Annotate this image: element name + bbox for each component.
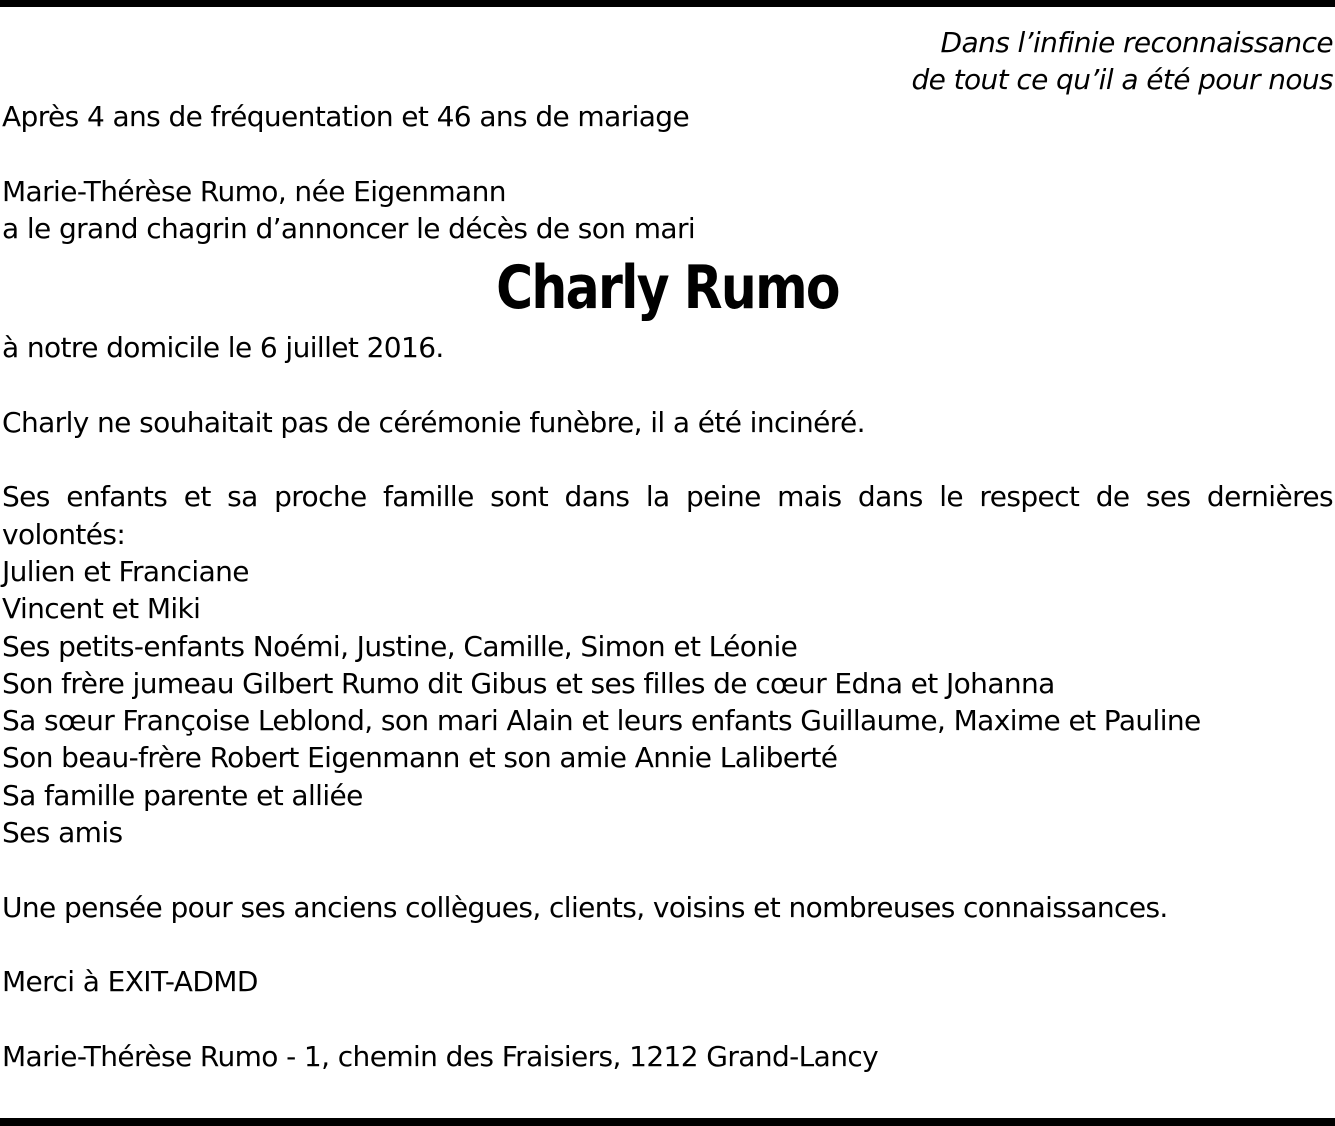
ceremony-note: Charly ne souhaitait pas de cérémonie funèbre, il a été incinéré. — [2, 405, 865, 439]
family-member: Son frère jumeau Gilbert Rumo dit Gibus et ses filles de cœur Edna et Johanna — [2, 666, 1055, 700]
family-member: Sa sœur Françoise Leblond, son mari Alain et leurs enfants Guillaume, Maxime et Pauline — [2, 704, 1201, 738]
announcer-line-1: Marie-Thérèse Rumo, née Eigenmann — [2, 174, 506, 208]
family-member: Vincent et Miki — [2, 592, 201, 626]
announcer-line-2: a le grand chagrin d’annoncer le décès de son mari — [2, 211, 696, 245]
family-member: Son beau-frère Robert Eigenmann et son amie Annie Laliberté — [2, 741, 838, 775]
thanks-text: Merci à EXIT-ADMD — [2, 965, 258, 999]
address-text: Marie-Thérèse Rumo - 1, chemin des Fraisiers, 1212 Grand-Lancy — [2, 1039, 879, 1073]
family-member: Sa famille parente et alliée — [2, 778, 363, 812]
epigraph — [912, 24, 1334, 98]
death-place-date: à notre domicile le 6 juillet 2016. — [2, 331, 444, 365]
epigraph-line-2: de tout ce qu’il a été pour nous — [911, 63, 1333, 96]
spacer — [2, 366, 1333, 403]
epigraph-line-1: Dans l’infinie reconnaissance — [940, 26, 1333, 59]
spacer — [2, 1001, 1333, 1038]
family-intro: Ses enfants et sa proche famille sont dans la peine mais dans le respect de ses dernières volontés: — [2, 480, 1333, 551]
spacer — [2, 441, 1333, 478]
family-member: Ses amis — [2, 816, 123, 850]
spacer — [2, 851, 1333, 888]
intro-text: Après 4 ans de fréquentation et 46 ans de mariage — [2, 100, 690, 133]
family-member: Ses petits-enfants Noémi, Justine, Camille, Simon et Léonie — [2, 629, 798, 663]
obituary-body — [2, 98, 1333, 1075]
top-rule — [0, 0, 1335, 7]
family-member: Julien et Franciane — [2, 554, 249, 588]
spacer — [2, 135, 1333, 172]
thoughts-text: Une pensée pour ses anciens collègues, clients, voisins et nombreuses connaissances. — [2, 890, 1168, 924]
bottom-rule — [0, 1118, 1335, 1126]
spacer — [2, 926, 1333, 963]
deceased-name: Charly Rumo — [496, 253, 839, 324]
